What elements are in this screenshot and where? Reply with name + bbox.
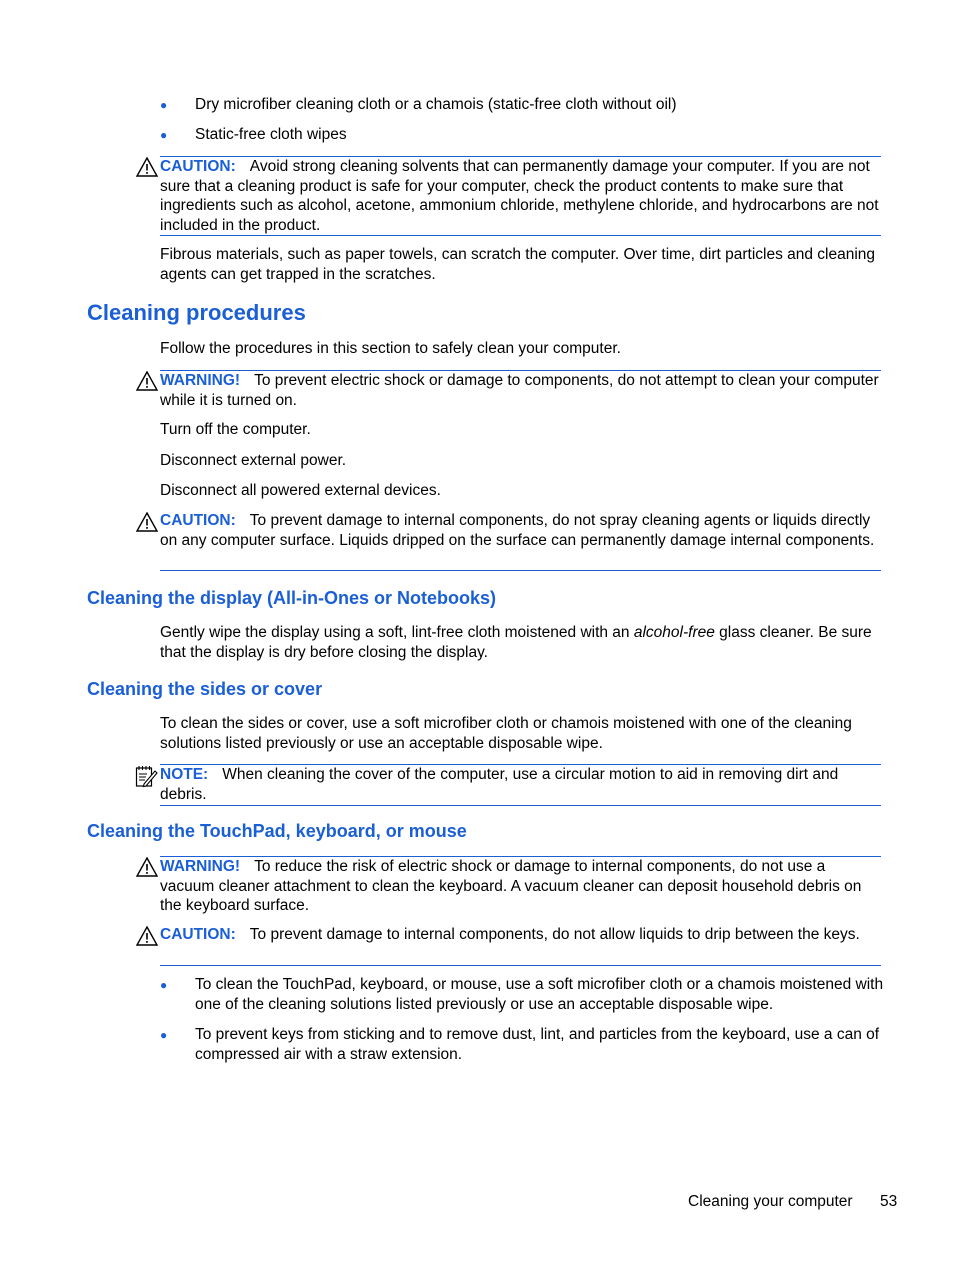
- bullet-icon: ●: [160, 98, 168, 112]
- caution-text: To prevent damage to internal components, do not allow liquids to drip between the keys.: [249, 926, 860, 943]
- subsection-heading: Cleaning the sides or cover: [87, 679, 323, 699]
- caution-label: CAUTION:: [160, 926, 236, 943]
- footer-chapter: Cleaning your computer: [688, 1193, 853, 1210]
- paragraph: [160, 623, 885, 662]
- warning-notice: [160, 856, 881, 917]
- caution-notice: [160, 511, 881, 571]
- paragraph: Fibrous materials, such as paper towels, can scratch the computer. Over time, dirt particles and cleaning agents can get trapped in the scratches.: [160, 246, 876, 283]
- bullet-icon: ●: [160, 128, 168, 142]
- paragraph: Follow the procedures in this section to safely clean your computer.: [160, 340, 621, 357]
- warning-text: To prevent electric shock or damage to components, do not attempt to clean your computer while it is turned on.: [160, 372, 879, 409]
- subsection-heading: Cleaning the display (All-in-Ones or Notebooks): [87, 588, 497, 608]
- warning-label: WARNING!: [160, 372, 241, 389]
- text-run: glass cleaner. Be sure that the display is dry before closing the display.: [160, 624, 872, 661]
- note-notice: [160, 764, 881, 806]
- list-item: To prevent keys from sticking and to remove dust, lint, and particles from the keyboard, use a can of compressed air with a straw extension.: [195, 1026, 880, 1063]
- caution-text: To prevent damage to internal components, do not spray cleaning agents or liquids directly on any computer surface. Liquids dripped on the surface can permanently damage internal components.: [160, 512, 875, 549]
- warning-notice: [160, 370, 881, 411]
- warning-triangle-icon: [136, 512, 158, 532]
- section-heading: Cleaning procedures: [87, 300, 306, 325]
- emphasis: alcohol-free: [633, 624, 715, 641]
- warning-triangle-icon: [136, 857, 158, 877]
- text-run: Gently wipe the display using a soft, lint-free cloth moistened with an: [160, 624, 634, 641]
- note-text: When cleaning the cover of the computer, use a circular motion to aid in removing dirt and debris.: [160, 766, 839, 803]
- caution-label: CAUTION:: [160, 512, 236, 529]
- caution-notice: [160, 156, 881, 236]
- list-item: Dry microfiber cleaning cloth or a chamois (static-free cloth without oil): [195, 96, 677, 113]
- bullet-icon: ●: [160, 978, 168, 992]
- page-number: 53: [880, 1193, 898, 1210]
- bullet-icon: ●: [160, 1028, 168, 1042]
- warning-triangle-icon: [136, 926, 158, 946]
- note-pad-icon: [135, 765, 158, 788]
- caution-notice: [160, 925, 881, 966]
- list-item: To clean the TouchPad, keyboard, or mouse, use a soft microfiber cloth or a chamois moistened with one of the cleaning solutions listed previously or use an acceptable disposable wipe.: [195, 976, 884, 1013]
- step: Disconnect external power.: [160, 452, 347, 469]
- caution-label: CAUTION:: [160, 158, 236, 175]
- note-label: NOTE:: [160, 766, 209, 783]
- step: Disconnect all powered external devices.: [160, 482, 441, 499]
- warning-triangle-icon: [136, 157, 158, 177]
- warning-triangle-icon: [136, 371, 158, 391]
- warning-text: To reduce the risk of electric shock or damage to internal components, do not use a vacuum cleaner attachment to clean the keyboard. A vacuum cleaner can deposit household debris on the keyboard surface.: [160, 858, 862, 914]
- list-item: Static-free cloth wipes: [195, 126, 347, 143]
- subsection-heading: Cleaning the TouchPad, keyboard, or mouse: [87, 821, 467, 841]
- step: Turn off the computer.: [160, 421, 311, 438]
- warning-label: WARNING!: [160, 858, 241, 875]
- paragraph: To clean the sides or cover, use a soft microfiber cloth or chamois moistened with one of the cleaning solutions listed previously or use an acceptable disposable wipe.: [160, 715, 852, 752]
- caution-text: Avoid strong cleaning solvents that can permanently damage your computer. If you are not sure that a cleaning product is safe for your computer, check the product contents to make sure that ingredients such as alcohol, acetone, ammonium chloride, methylene chloride, and hydrocarbons are not included in the product.: [160, 158, 879, 234]
